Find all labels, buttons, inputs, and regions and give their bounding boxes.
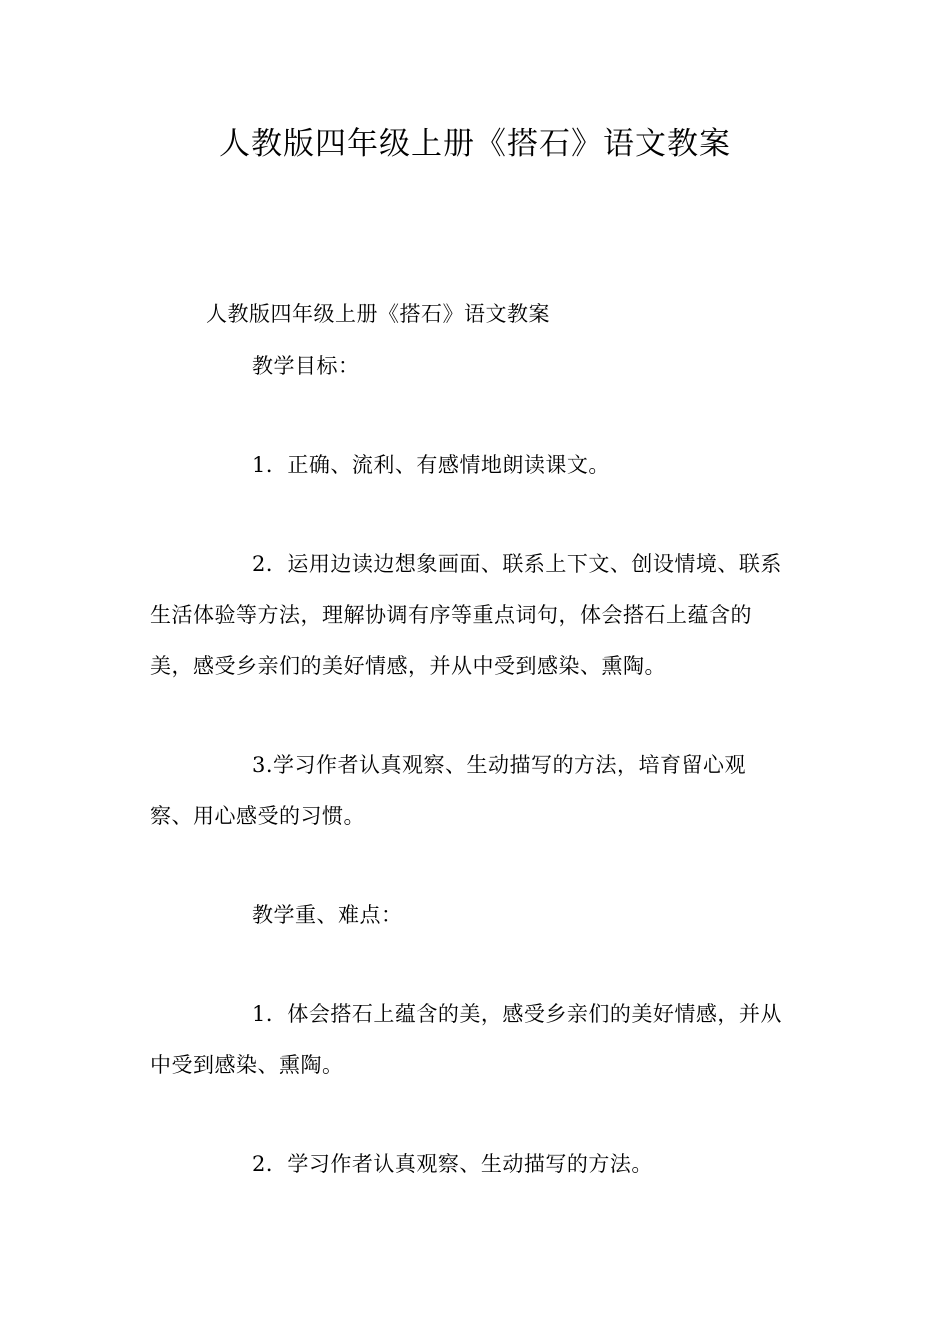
key-point-2: 2．学习作者认真观察、生动描写的方法。 (252, 1152, 653, 1176)
objective-3-line-1: 3.学习作者认真观察、生动描写的方法，培育留心观 (252, 753, 747, 777)
key-points-heading: 教学重、难点： (252, 903, 403, 927)
objective-2-line-1: 2．运用边读边想象画面、联系上下文、创设情境、联系 (252, 552, 782, 576)
objective-2-line-3: 美，感受乡亲们的美好情感，并从中受到感染、熏陶。 (150, 654, 666, 678)
key-point-1-line-1: 1．体会搭石上蕴含的美，感受乡亲们的美好情感，并从 (252, 1002, 782, 1026)
objective-2-line-2: 生活体验等方法，理解协调有序等重点词句，体会搭石上蕴含的 (150, 603, 752, 627)
objective-3-line-2: 察、用心感受的习惯。 (150, 804, 365, 828)
key-point-1-line-2: 中受到感染、熏陶。 (150, 1053, 344, 1077)
objective-1: 1．正确、流利、有感情地朗读课文。 (252, 453, 610, 477)
objectives-heading: 教学目标： (252, 354, 360, 378)
document-title: 人教版四年级上册《搭石》语文教案 (219, 126, 731, 162)
document-subtitle: 人教版四年级上册《搭石》语文教案 (206, 302, 550, 326)
